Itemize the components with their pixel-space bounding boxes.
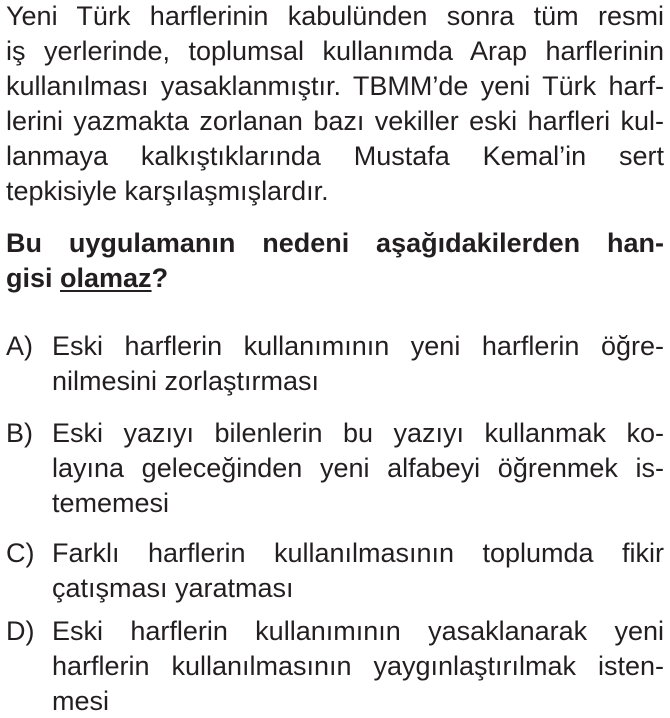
option-line: Eski harflerin kullanımının yasaklanarak yeni [52,616,664,646]
passage-line: tepkisiyle karşılaşmışlardır. [6,176,329,206]
option-line: mesi [52,686,110,716]
question-suffix: ? [151,263,169,293]
passage-line: lanmaya kalkıştıklarında Mustafa Kemal’in sert [6,141,664,171]
passage-line: Yeni Türk harflerinin kabulünden sonra tüm resmi [6,1,664,31]
question-prefix: gisi [6,263,61,293]
passage-line: iş yerlerinde, toplumsal kullanımda Arap harflerinin [6,36,664,66]
option-letter: A) [6,331,33,361]
option-letter: D) [6,616,35,646]
question-underlined-word: olamaz [60,263,152,293]
passage-line: lerini yazmakta zorlanan bazı vekiller eski harfleri kul- [6,106,664,136]
passage-line: kullanılması yasaklanmıştır. TBMM’de yeni Türk harf- [6,71,664,101]
option-line: harflerin kullanılmasının yaygınlaştırılmak isten- [52,651,664,681]
option-line: Eski harflerin kullanımının yeni harflerin öğre- [52,331,664,361]
question-line: Bu uygulamanın nedeni aşağıdakilerden han- [6,228,664,258]
option-letter: B) [6,418,33,448]
option-line: Eski yazıyı bilenlerin bu yazıyı kullanmak ko- [52,418,664,448]
option-line: nilmesini zorlaştırması [52,366,320,396]
option-line: çatışması yaratması [52,573,294,603]
option-line: layına geleceğinden yeni alfabeyi öğrenmek is- [52,453,664,483]
option-line: Farklı harflerin kullanılmasının toplumda fikir [52,538,664,568]
option-letter: C) [6,538,35,568]
option-line: tememesi [52,488,170,518]
question-line [6,262,664,294]
